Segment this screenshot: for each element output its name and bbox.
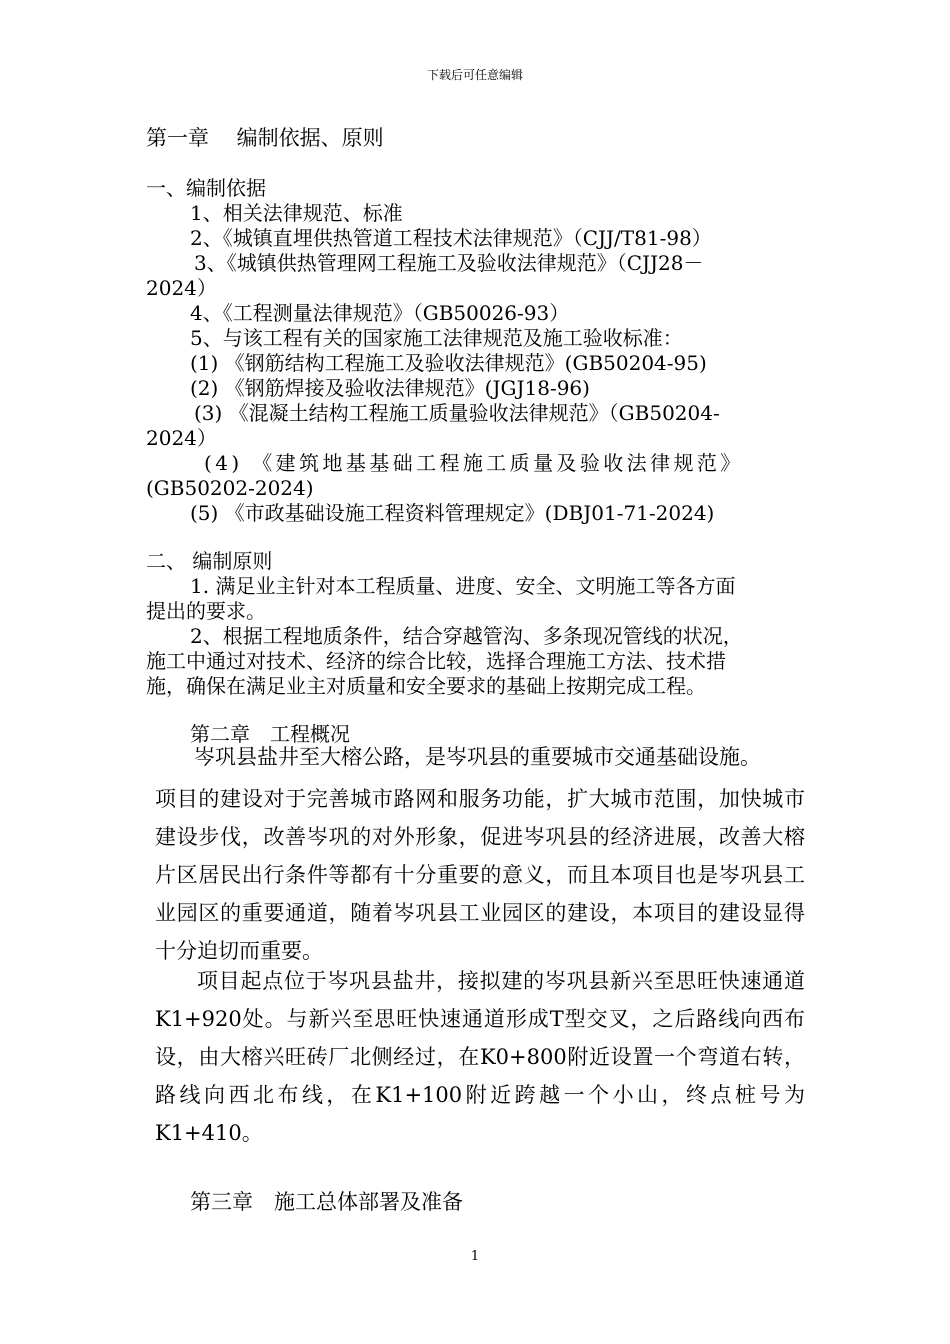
principle-line: 提出的要求。 [146, 599, 266, 623]
basis-item: 2024） [146, 276, 217, 300]
section1-heading: 一、编制依据 [146, 176, 266, 200]
chapter1-title: 第一章 编制依据、原则 [146, 126, 384, 150]
principle-line: 施工中通过对技术、经济的综合比较，选择合理施工方法、技术措 [146, 649, 726, 673]
section2-heading: 二、 编制原则 [146, 549, 273, 573]
header-note: 下载后可任意编辑 [426, 68, 523, 82]
overview-paragraph: 项目的建设对于完善城市路网和服务功能，扩大城市范围，加快城市建设步伐，改善岑巩的对外形象，促进岑巩县的经济进展，改善大榕片区居民出行条件等都有十分重要的意义，而且本项目也是岑巩县工业园区的重要通道，随着岑巩县工业园区的建设，本项目的建设显得十分迫切而重要。 [155, 787, 805, 963]
basis-item: 5、与该工程有关的国家施工法律规范及施工验收标准： [190, 326, 683, 350]
basis-item: 4、《工程测量法律规范》（GB50026-93） [190, 301, 570, 325]
overview-paragraph: 项目起点位于岑巩县盐井，接拟建的岑巩县新兴至思旺快速通道K1+920处。与新兴至思旺快速通道形成T型交叉，之后路线向西布设，由大榕兴旺砖厂北侧经过，在K0+800附近设置一个弯道右转，路线向西北布线，在K1+100附近跨越一个小山，终点桩号为K1+410。 [155, 969, 805, 1145]
basis-item: 2024） [146, 426, 217, 450]
basis-item: 1、相关法律规范、标准 [190, 201, 403, 225]
basis-item: 2、《城镇直埋供热管道工程技术法律规范》（CJJ/T81-98） [190, 226, 712, 250]
principle-line: 施，确保在满足业主对质量和安全要求的基础上按期完成工程。 [146, 674, 706, 698]
chapter3-title: 第三章 施工总体部署及准备 [190, 1190, 463, 1214]
principle-line: 1. 满足业主针对本工程质量、进度、安全、文明施工等各方面 [190, 574, 736, 598]
basis-item: (4) 《建筑地基基础工程施工质量及验收法律规范》 [204, 451, 744, 475]
basis-item: (3) 《混凝土结构工程施工质量验收法律规范》（GB50204- [194, 401, 720, 425]
basis-item: (5) 《市政基础设施工程资料管理规定》(DBJ01-71-2024) [190, 501, 715, 525]
chapter2-title: 第二章 工程概况 [190, 722, 350, 746]
principle-line: 2、根据工程地质条件，结合穿越管沟、多条现况管线的状况， [190, 624, 743, 648]
basis-item: (GB50202-2024) [146, 476, 314, 500]
overview-paragraph: 岑巩县盐井至大榕公路，是岑巩县的重要城市交通基础设施。 [194, 745, 761, 769]
basis-item: 3、《城镇供热管理网工程施工及验收法律规范》（CJJ28－ [194, 251, 704, 275]
page-number: 1 [470, 1249, 480, 1264]
basis-item: (2) 《钢筋焊接及验收法律规范》(JGJ18-96) [190, 376, 590, 400]
basis-item: (1) 《钢筋结构工程施工及验收法律规范》(GB50204-95) [190, 351, 707, 375]
